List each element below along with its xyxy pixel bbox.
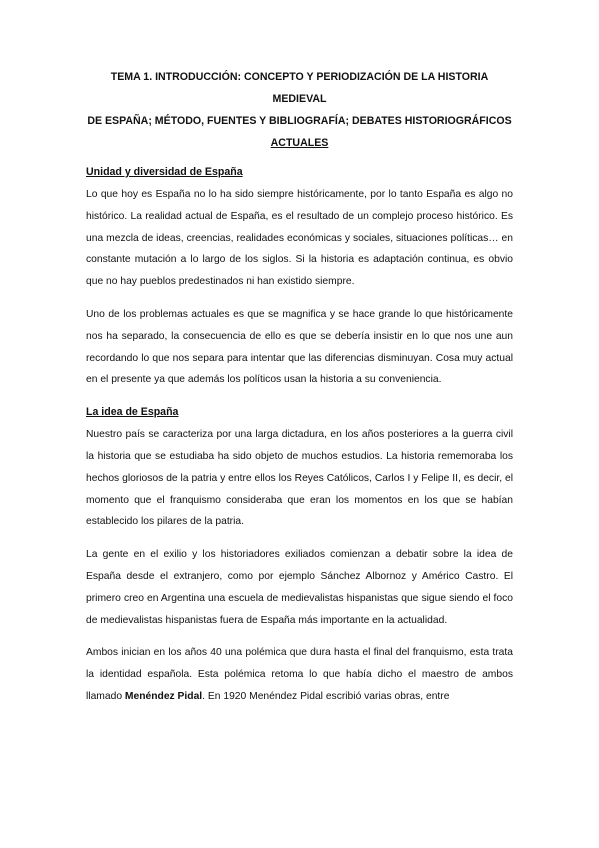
section-heading-unidad: Unidad y diversidad de España [86, 166, 243, 178]
paragraph-text: Ambos inician en los años 40 una polémica que dura hasta el final del franquismo, esta trata la identidad española. Esta polémica retoma lo que había dicho el maestro de ambos llamado [86, 647, 513, 702]
section-heading-idea: La idea de España [86, 406, 179, 419]
title-line-1: TEMA 1. INTRODUCCIÓN: CONCEPTO Y PERIODIZACIÓN DE LA HISTORIA MEDIEVAL [110, 71, 489, 105]
paragraph: Uno de los problemas actuales es que se magnifica y se hace grande lo que históricamente nos ha separado, la consecuencia de ello es que se debería insistir en lo que nos une aun recordando lo que nos separa para intentar que las diferencias disminuyan. Cosa muy actual en el presente ya que además los políticos usan la historia a su conveniencia. [86, 308, 513, 386]
title-line-3: ACTUALES [270, 137, 329, 149]
paragraph: Lo que hoy es España no lo ha sido siempre históricamente, por lo tanto España es algo no histórico. La realidad actual de España, es el resultado de un complejo proceso histórico. Es una mezcla de ideas, creencias, realidades económicas y sociales, situaciones políticas… en constante mutación a lo largo de los siglos. Si la historia es adaptación continua, es obvio que no hay pueblos predestinados ni han existido siempre. [86, 189, 513, 288]
paragraph [86, 642, 513, 707]
bold-name: Menéndez Pidal [124, 690, 203, 702]
paragraph: La gente en el exilio y los historiadores exiliados comienzan a debatir sobre la idea de España desde el extranjero, como por ejemplo Sánchez Albornoz y Américo Castro. El primero creo en Argentina una escuela de medievalistas hispanistas que sigue siendo el foco de medievalistas hispanistas fuera de España más importante en la actualidad. [86, 549, 513, 626]
title-line-2: DE ESPAÑA; MÉTODO, FUENTES Y BIBLIOGRAFÍA; DEBATES HISTORIOGRÁFICOS [87, 115, 512, 127]
paragraph-text: . En 1920 Menéndez Pidal escribió varias obras, entre [202, 690, 450, 702]
document-title [86, 66, 513, 154]
paragraph: Nuestro país se caracteriza por una larga dictadura, en los años posteriores a la guerra civil la historia que se estudiaba ha sido objeto de muchos estudios. La historia rememoraba los hechos gloriosos de la patria y entre ellos los Reyes Católicos, Carlos I y Felipe II, es decir, el momento que el franquismo consideraba que eran los momentos en los que se habían establecido los pilares de la patria. [86, 429, 513, 528]
